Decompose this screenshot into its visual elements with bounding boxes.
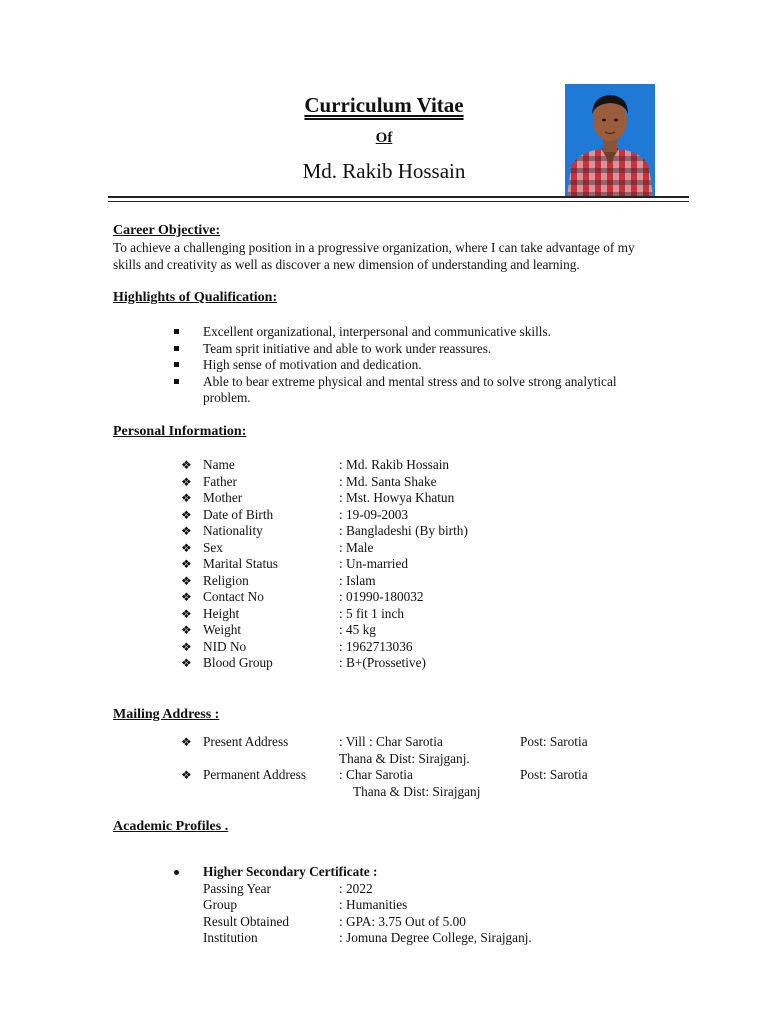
list-item: ❖ Mother : Mst. Howya Khatun — [181, 490, 455, 505]
list-item: ❖ Father : Md. Santa Shake — [181, 473, 437, 489]
list-item: ❖ Sex : Male — [181, 539, 374, 555]
diamond-bullet-icon: ❖ — [181, 573, 192, 588]
square-bullet-icon — [174, 346, 179, 351]
list-item: ❖ Nationality : Bangladeshi (By birth) — [181, 523, 468, 538]
diamond-bullet-icon: ❖ — [181, 735, 192, 749]
square-bullet-icon — [174, 329, 179, 334]
diamond-bullet-icon: ❖ — [181, 491, 192, 505]
mailing-address-heading: Mailing Address : — [113, 707, 220, 722]
header-divider — [108, 196, 689, 198]
list-item: ❖ Name : Md. Rakib Hossain — [181, 457, 450, 472]
diamond-bullet-icon: ❖ — [181, 507, 192, 522]
permanent-address-line2: Thana & Dist: Sirajganj — [353, 783, 481, 799]
list-item: High sense of motivation and dedication. — [174, 357, 633, 374]
hsc-title-row — [174, 864, 614, 881]
cv-of: Of — [375, 130, 393, 146]
list-item: ❖ Religion : Islam — [181, 572, 376, 588]
cv-title: Curriculum Vitae — [304, 93, 464, 117]
diamond-bullet-icon: ❖ — [181, 524, 192, 538]
table-row: Passing Year : 2022 — [203, 880, 373, 896]
profile-photo — [565, 84, 655, 197]
list-item: ❖ Date of Birth : 19-09-2003 — [181, 506, 409, 522]
table-row: Group : Humanities — [203, 897, 408, 912]
hsc-block — [174, 864, 614, 947]
diamond-bullet-icon: ❖ — [181, 590, 192, 604]
diamond-bullet-icon: ❖ — [181, 656, 192, 670]
list-item: ❖ Marital Status : Un-married — [181, 556, 409, 571]
diamond-bullet-icon: ❖ — [181, 768, 192, 782]
diamond-bullet-icon: ❖ — [181, 540, 192, 555]
personal-info-list — [181, 457, 601, 672]
hsc-title: Higher Secondary Certificate : — [203, 864, 378, 879]
career-objective-heading: Career Objective: — [113, 223, 221, 238]
diamond-bullet-icon: ❖ — [181, 557, 192, 571]
list-item: ❖ Contact No : 01990-180032 — [181, 589, 424, 604]
mailing-address-list — [181, 734, 621, 800]
table-row: Result Obtained : GPA: 3.75 Out of 5.00 — [203, 913, 466, 929]
candidate-name: Md. Rakib Hossain — [302, 159, 466, 183]
square-bullet-icon — [174, 379, 179, 384]
list-item: Excellent organizational, interpersonal and communicative skills. — [174, 324, 633, 341]
highlights-list — [174, 324, 633, 407]
square-bullet-icon — [174, 362, 179, 367]
list-item: Team sprit initiative and able to work under reassures. — [174, 341, 633, 358]
personal-info-heading: Personal Information: — [113, 424, 247, 439]
header-divider-thin — [108, 201, 689, 202]
career-objective-text: To achieve a challenging position in a progressive organization, where I can take advantage of my skills and creativity as well as discover a new dimension of understanding and learning. — [113, 240, 635, 272]
list-item: ❖ Blood Group : B+(Prossetive) — [181, 655, 426, 670]
present-address-row: ❖ Present Address : Vill : Char Sarotia Post: Sarotia — [181, 734, 588, 749]
list-item: Able to bear extreme physical and mental stress and to solve strong analytical problem. — [174, 374, 633, 407]
permanent-address-row: ❖ Permanent Address : Char Sarotia Post: Sarotia — [181, 767, 588, 782]
diamond-bullet-icon: ❖ — [181, 474, 192, 489]
person-portrait-icon — [565, 84, 655, 197]
highlights-heading: Highlights of Qualification: — [113, 290, 278, 305]
academic-profiles-heading: Academic Profiles . — [113, 819, 229, 834]
present-address-line2: Thana & Dist: Sirajganj. — [339, 750, 470, 766]
list-item: ❖ Height : 5 fit 1 inch — [181, 605, 404, 621]
table-row: Institution : Jomuna Degree College, Sirajganj. — [203, 930, 532, 945]
diamond-bullet-icon: ❖ — [181, 623, 192, 637]
diamond-bullet-icon: ❖ — [181, 606, 192, 621]
list-item: ❖ NID No : 1962713036 — [181, 638, 413, 654]
diamond-bullet-icon: ❖ — [181, 639, 192, 654]
round-bullet-icon — [174, 870, 179, 875]
diamond-bullet-icon: ❖ — [181, 458, 192, 472]
list-item: ❖ Weight : 45 kg — [181, 622, 376, 637]
